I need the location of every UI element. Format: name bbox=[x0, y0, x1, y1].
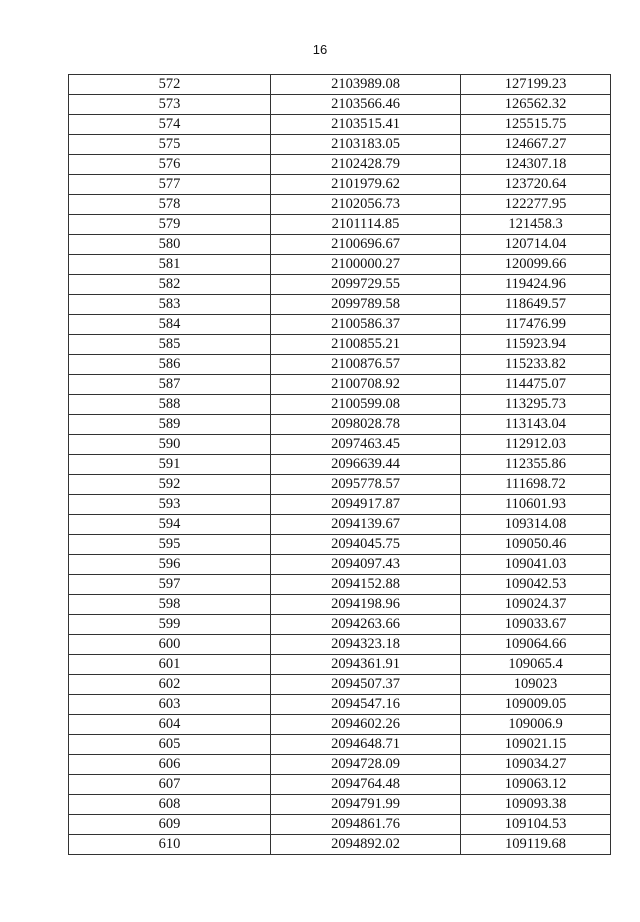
x-coordinate-cell: 2097463.45 bbox=[271, 435, 461, 455]
point-number-cell: 594 bbox=[69, 515, 271, 535]
point-number-cell: 608 bbox=[69, 795, 271, 815]
x-coordinate-cell: 2094152.88 bbox=[271, 575, 461, 595]
table-row bbox=[69, 595, 611, 615]
y-coordinate-cell: 109093.38 bbox=[461, 795, 611, 815]
y-coordinate-cell: 122277.95 bbox=[461, 195, 611, 215]
table-row bbox=[69, 695, 611, 715]
y-coordinate-cell: 109024.37 bbox=[461, 595, 611, 615]
point-number-cell: 589 bbox=[69, 415, 271, 435]
table-row bbox=[69, 675, 611, 695]
y-coordinate-cell: 117476.99 bbox=[461, 315, 611, 335]
table-row bbox=[69, 75, 611, 95]
table-row bbox=[69, 275, 611, 295]
y-coordinate-cell: 109063.12 bbox=[461, 775, 611, 795]
table-row bbox=[69, 575, 611, 595]
x-coordinate-cell: 2100855.21 bbox=[271, 335, 461, 355]
table-row bbox=[69, 295, 611, 315]
point-number-cell: 582 bbox=[69, 275, 271, 295]
x-coordinate-cell: 2096639.44 bbox=[271, 455, 461, 475]
point-number-cell: 573 bbox=[69, 95, 271, 115]
point-number-cell: 583 bbox=[69, 295, 271, 315]
table-row bbox=[69, 555, 611, 575]
y-coordinate-cell: 109065.4 bbox=[461, 655, 611, 675]
x-coordinate-cell: 2102428.79 bbox=[271, 155, 461, 175]
y-coordinate-cell: 109009.05 bbox=[461, 695, 611, 715]
y-coordinate-cell: 126562.32 bbox=[461, 95, 611, 115]
point-number-cell: 581 bbox=[69, 255, 271, 275]
table-row bbox=[69, 135, 611, 155]
x-coordinate-cell: 2094139.67 bbox=[271, 515, 461, 535]
y-coordinate-cell: 110601.93 bbox=[461, 495, 611, 515]
x-coordinate-cell: 2099789.58 bbox=[271, 295, 461, 315]
y-coordinate-cell: 127199.23 bbox=[461, 75, 611, 95]
table-row bbox=[69, 315, 611, 335]
table-row bbox=[69, 515, 611, 535]
table-row bbox=[69, 475, 611, 495]
table-row bbox=[69, 615, 611, 635]
y-coordinate-cell: 109104.53 bbox=[461, 815, 611, 835]
y-coordinate-cell: 125515.75 bbox=[461, 115, 611, 135]
table-row bbox=[69, 655, 611, 675]
y-coordinate-cell: 111698.72 bbox=[461, 475, 611, 495]
x-coordinate-cell: 2094602.26 bbox=[271, 715, 461, 735]
x-coordinate-cell: 2094648.71 bbox=[271, 735, 461, 755]
y-coordinate-cell: 109023 bbox=[461, 675, 611, 695]
x-coordinate-cell: 2103566.46 bbox=[271, 95, 461, 115]
table-row bbox=[69, 455, 611, 475]
table-row bbox=[69, 395, 611, 415]
x-coordinate-cell: 2100876.57 bbox=[271, 355, 461, 375]
table-row bbox=[69, 635, 611, 655]
point-number-cell: 586 bbox=[69, 355, 271, 375]
y-coordinate-cell: 120099.66 bbox=[461, 255, 611, 275]
y-coordinate-cell: 120714.04 bbox=[461, 235, 611, 255]
y-coordinate-cell: 118649.57 bbox=[461, 295, 611, 315]
x-coordinate-cell: 2094791.99 bbox=[271, 795, 461, 815]
x-coordinate-cell: 2095778.57 bbox=[271, 475, 461, 495]
table-row bbox=[69, 835, 611, 855]
point-number-cell: 604 bbox=[69, 715, 271, 735]
table-row bbox=[69, 415, 611, 435]
table-row bbox=[69, 535, 611, 555]
table-row bbox=[69, 795, 611, 815]
point-number-cell: 576 bbox=[69, 155, 271, 175]
y-coordinate-cell: 121458.3 bbox=[461, 215, 611, 235]
point-number-cell: 584 bbox=[69, 315, 271, 335]
x-coordinate-cell: 2101114.85 bbox=[271, 215, 461, 235]
y-coordinate-cell: 109041.03 bbox=[461, 555, 611, 575]
point-number-cell: 593 bbox=[69, 495, 271, 515]
point-number-cell: 610 bbox=[69, 835, 271, 855]
x-coordinate-cell: 2100696.67 bbox=[271, 235, 461, 255]
table-row bbox=[69, 255, 611, 275]
y-coordinate-cell: 109033.67 bbox=[461, 615, 611, 635]
x-coordinate-cell: 2102056.73 bbox=[271, 195, 461, 215]
x-coordinate-cell: 2100586.37 bbox=[271, 315, 461, 335]
table-row bbox=[69, 355, 611, 375]
table-row bbox=[69, 375, 611, 395]
table-row bbox=[69, 195, 611, 215]
x-coordinate-cell: 2103183.05 bbox=[271, 135, 461, 155]
x-coordinate-cell: 2094728.09 bbox=[271, 755, 461, 775]
y-coordinate-cell: 109034.27 bbox=[461, 755, 611, 775]
table-row bbox=[69, 775, 611, 795]
table-row bbox=[69, 115, 611, 135]
table-row bbox=[69, 495, 611, 515]
x-coordinate-cell: 2100599.08 bbox=[271, 395, 461, 415]
x-coordinate-cell: 2094892.02 bbox=[271, 835, 461, 855]
point-number-cell: 575 bbox=[69, 135, 271, 155]
page-number: 16 bbox=[312, 42, 328, 57]
point-number-cell: 596 bbox=[69, 555, 271, 575]
point-number-cell: 587 bbox=[69, 375, 271, 395]
point-number-cell: 585 bbox=[69, 335, 271, 355]
table-row bbox=[69, 155, 611, 175]
point-number-cell: 603 bbox=[69, 695, 271, 715]
table-row bbox=[69, 715, 611, 735]
x-coordinate-cell: 2098028.78 bbox=[271, 415, 461, 435]
y-coordinate-cell: 115233.82 bbox=[461, 355, 611, 375]
point-number-cell: 606 bbox=[69, 755, 271, 775]
coordinates-table-body bbox=[69, 75, 611, 855]
y-coordinate-cell: 109119.68 bbox=[461, 835, 611, 855]
y-coordinate-cell: 112355.86 bbox=[461, 455, 611, 475]
x-coordinate-cell: 2103989.08 bbox=[271, 75, 461, 95]
y-coordinate-cell: 115923.94 bbox=[461, 335, 611, 355]
point-number-cell: 579 bbox=[69, 215, 271, 235]
y-coordinate-cell: 124307.18 bbox=[461, 155, 611, 175]
table-row bbox=[69, 95, 611, 115]
point-number-cell: 577 bbox=[69, 175, 271, 195]
x-coordinate-cell: 2094507.37 bbox=[271, 675, 461, 695]
table-row bbox=[69, 335, 611, 355]
point-number-cell: 598 bbox=[69, 595, 271, 615]
y-coordinate-cell: 113295.73 bbox=[461, 395, 611, 415]
y-coordinate-cell: 109006.9 bbox=[461, 715, 611, 735]
y-coordinate-cell: 109064.66 bbox=[461, 635, 611, 655]
x-coordinate-cell: 2094198.96 bbox=[271, 595, 461, 615]
x-coordinate-cell: 2094263.66 bbox=[271, 615, 461, 635]
table-row bbox=[69, 175, 611, 195]
x-coordinate-cell: 2103515.41 bbox=[271, 115, 461, 135]
point-number-cell: 600 bbox=[69, 635, 271, 655]
point-number-cell: 595 bbox=[69, 535, 271, 555]
point-number-cell: 591 bbox=[69, 455, 271, 475]
y-coordinate-cell: 123720.64 bbox=[461, 175, 611, 195]
point-number-cell: 592 bbox=[69, 475, 271, 495]
point-number-cell: 597 bbox=[69, 575, 271, 595]
table-row bbox=[69, 215, 611, 235]
point-number-cell: 572 bbox=[69, 75, 271, 95]
y-coordinate-cell: 114475.07 bbox=[461, 375, 611, 395]
x-coordinate-cell: 2094361.91 bbox=[271, 655, 461, 675]
x-coordinate-cell: 2101979.62 bbox=[271, 175, 461, 195]
x-coordinate-cell: 2099729.55 bbox=[271, 275, 461, 295]
point-number-cell: 599 bbox=[69, 615, 271, 635]
point-number-cell: 588 bbox=[69, 395, 271, 415]
y-coordinate-cell: 112912.03 bbox=[461, 435, 611, 455]
y-coordinate-cell: 109314.08 bbox=[461, 515, 611, 535]
table-row bbox=[69, 235, 611, 255]
table-row bbox=[69, 435, 611, 455]
point-number-cell: 574 bbox=[69, 115, 271, 135]
x-coordinate-cell: 2100000.27 bbox=[271, 255, 461, 275]
y-coordinate-cell: 113143.04 bbox=[461, 415, 611, 435]
x-coordinate-cell: 2094547.16 bbox=[271, 695, 461, 715]
y-coordinate-cell: 109021.15 bbox=[461, 735, 611, 755]
point-number-cell: 605 bbox=[69, 735, 271, 755]
x-coordinate-cell: 2094861.76 bbox=[271, 815, 461, 835]
table-row bbox=[69, 755, 611, 775]
point-number-cell: 590 bbox=[69, 435, 271, 455]
point-number-cell: 578 bbox=[69, 195, 271, 215]
table-row bbox=[69, 735, 611, 755]
x-coordinate-cell: 2094097.43 bbox=[271, 555, 461, 575]
point-number-cell: 609 bbox=[69, 815, 271, 835]
x-coordinate-cell: 2100708.92 bbox=[271, 375, 461, 395]
x-coordinate-cell: 2094764.48 bbox=[271, 775, 461, 795]
x-coordinate-cell: 2094045.75 bbox=[271, 535, 461, 555]
table-row bbox=[69, 815, 611, 835]
y-coordinate-cell: 124667.27 bbox=[461, 135, 611, 155]
coordinates-table bbox=[68, 74, 611, 855]
x-coordinate-cell: 2094323.18 bbox=[271, 635, 461, 655]
y-coordinate-cell: 119424.96 bbox=[461, 275, 611, 295]
point-number-cell: 580 bbox=[69, 235, 271, 255]
point-number-cell: 601 bbox=[69, 655, 271, 675]
point-number-cell: 602 bbox=[69, 675, 271, 695]
y-coordinate-cell: 109042.53 bbox=[461, 575, 611, 595]
x-coordinate-cell: 2094917.87 bbox=[271, 495, 461, 515]
y-coordinate-cell: 109050.46 bbox=[461, 535, 611, 555]
point-number-cell: 607 bbox=[69, 775, 271, 795]
